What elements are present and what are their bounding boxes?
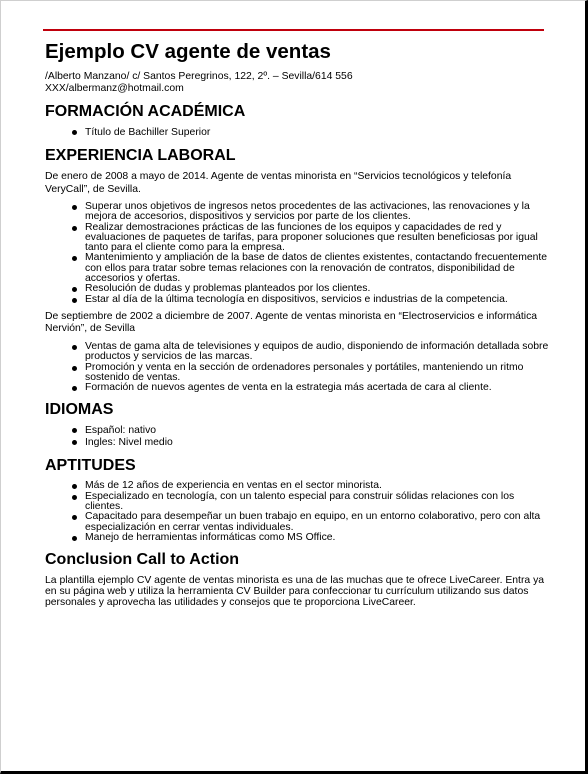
list-item: Superar unos objetivos de ingresos netos procedentes de las activaciones, las renovaciones y la mejora de accesorios, dispositivos y servicios por parte de los clientes.: [85, 202, 555, 223]
list-item: Mantenimiento y ampliación de la base de datos de clientes existentes, contactando frecuentemente con ellos para tratar sobre temas relaciones con la renovación de contratos, disponibilidad de accesorios y ofertas.: [85, 253, 555, 284]
job1-intro: De enero de 2008 a mayo de 2014. Agente de ventas minorista en “Servicios tecnológicos y telefonía VeryCall”, de Sevilla.: [45, 171, 512, 195]
list-item: Español: nativo: [85, 425, 555, 437]
job2-list: [45, 342, 555, 393]
list-item: Manejo de herramientas informáticas como MS Office.: [85, 533, 555, 543]
section-heading-experiencia: EXPERIENCIA LABORAL: [45, 147, 236, 164]
contact-email: XXX/albermanz@hotmail.com: [45, 83, 184, 94]
list-item: Realizar demostraciones prácticas de las funciones de los equipos y capacidades de red y evaluaciones de paquetes de tarifas, para proponer soluciones que resulten beneficiosas por igual tanto para el cliente como para la empresa.: [85, 223, 555, 254]
section-heading-idiomas: IDIOMAS: [45, 401, 114, 419]
conclusion-text: La plantilla ejemplo CV agente de ventas minorista es una de las muchas que te ofrece LiveCareer. Entra ya en su página web y utiliza la herramienta CV Builder para confeccionar tu currículum utilizando sus datos personales y aprovecha las utilidades y consejos que te proporciona LiveCareer.: [45, 575, 545, 609]
list-item: Formación de nuevos agentes de venta en la estrategia más acertada de cara al cliente.: [85, 383, 555, 393]
aptitudes-list: [45, 481, 555, 543]
section-heading-formacion: FORMACIÓN ACADÉMICA: [45, 103, 246, 120]
list-item: Resolución de dudas y problemas planteados por los clientes.: [85, 284, 555, 294]
idiomas-list: [45, 425, 555, 449]
section-heading-aptitudes: APTITUDES: [45, 457, 136, 475]
cv-document: [45, 40, 555, 614]
list-item: Capacitado para desempeñar un buen trabajo en equipo, en un entorno colaborativo, pero con alta especialización en cerrar ventas individuales.: [85, 512, 555, 533]
job2-intro: De septiembre de 2002 a diciembre de 2007. Agente de ventas minorista en “Electroservicios e informática Nervión”, de Sevilla: [45, 310, 538, 335]
list-item: Ventas de gama alta de televisiones y equipos de audio, disponiendo de información detallada sobre productos y servicios de las marcas.: [85, 342, 555, 363]
contact-info: [45, 71, 555, 95]
job1-list: [45, 202, 555, 305]
list-item: Promoción y venta en la sección de ordenadores personales y portátiles, manteniendo un ritmo sostenido de ventas.: [85, 363, 555, 384]
list-item: Más de 12 años de experiencia en ventas en el sector minorista.: [85, 481, 555, 491]
list-item: Título de Bachiller Superior: [85, 127, 555, 139]
cv-title: Ejemplo CV agente de ventas: [45, 40, 331, 63]
list-item: Ingles: Nivel medio: [85, 437, 555, 449]
contact-address: /Alberto Manzano/ c/ Santos Peregrinos, 122, 2º. – Sevilla/614 556: [45, 71, 353, 82]
section-heading-conclusion: Conclusion Call to Action: [45, 551, 240, 569]
list-item: Especializado en tecnología, con un talento especial para construir sólidas relaciones con los clientes.: [85, 492, 555, 513]
list-item: Estar al día de la última tecnología en dispositivos, servicios e industrias de la competencia.: [85, 295, 555, 305]
header-rule: [43, 29, 544, 31]
formacion-list: [45, 127, 555, 139]
